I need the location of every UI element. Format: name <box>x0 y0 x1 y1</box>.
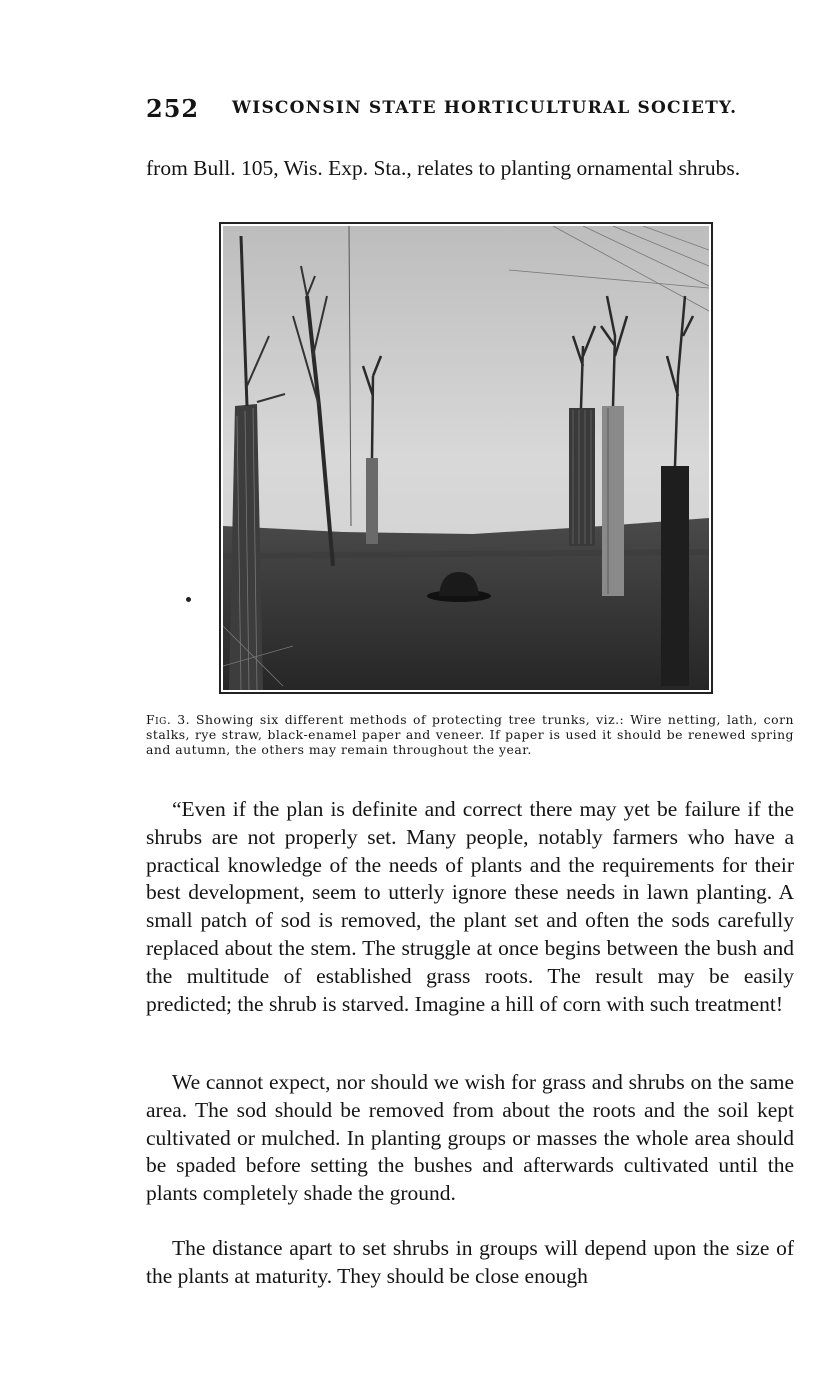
figure-label: Fig. 3. <box>146 712 191 727</box>
margin-speck <box>186 597 191 602</box>
tree-trunk-protection-photo <box>223 226 709 690</box>
figure-caption <box>146 713 794 757</box>
page-header <box>146 92 796 128</box>
running-head: WISCONSIN STATE HORTICULTURAL SOCIETY. <box>232 98 738 118</box>
paragraph-2: We cannot expect, nor should we wish for grass and shrubs on the same area. The sod should be removed from about the roots and the soil kept cultivated or mulched. In planting groups or masses the whole area should be spaded before setting the bushes and afterwards cultivated until the plants completely shade the ground. <box>146 1070 794 1206</box>
paragraph-1: “Even if the plan is definite and correct there may yet be failure if the shrubs are not properly set. Many people, notably farmers who have a practical knowledge of the needs of plants and the requirements for their best development, seem to utterly ignore these needs in lawn planting. A small patch of sod is removed, the plant set and often the sods carefully replaced about the stem. The struggle at once begins between the bush and the multitude of established grass roots. The result may be easily predicted; the shrub is starved. Imagine a hill of corn with such treatment! <box>146 797 794 1016</box>
figure-photo-frame <box>219 222 713 694</box>
paragraph-3: The distance apart to set shrubs in groups will depend upon the size of the plants at maturity. They should be close enough <box>146 1236 794 1288</box>
figure-caption-text: Showing six different methods of protecting tree trunks, viz.: Wire netting, lath, corn stalks, rye straw, black-enamel paper and veneer. If paper is used it should be renewed spring and autumn, the others may remain throughout the year. <box>146 712 794 757</box>
page-number: 252 <box>146 94 200 123</box>
intro-paragraph: from Bull. 105, Wis. Exp. Sta., relates to planting ornamental shrubs. <box>146 156 741 180</box>
